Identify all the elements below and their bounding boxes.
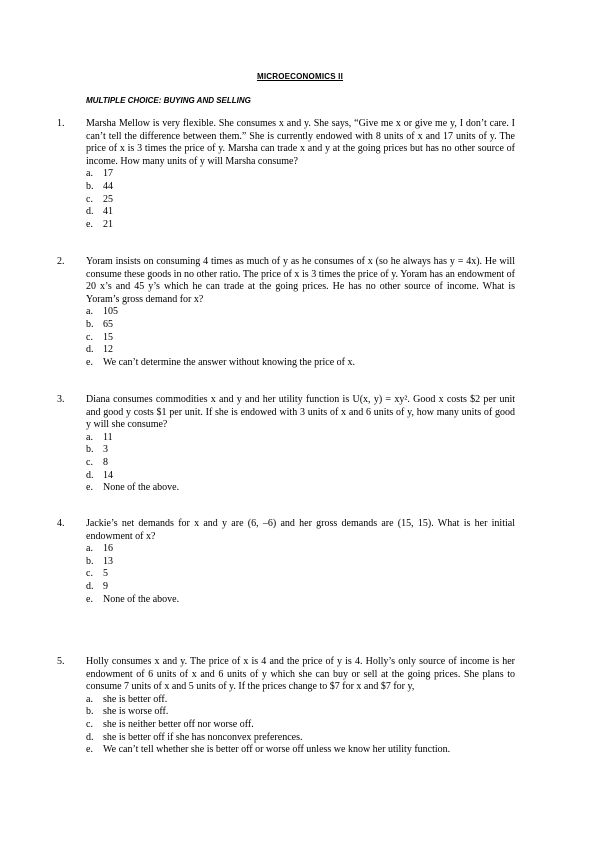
option-letter: e. (86, 593, 93, 605)
question-number: 4. (57, 518, 65, 529)
options-list (86, 694, 515, 757)
option-text: 15 (103, 331, 113, 343)
option-text: 3 (103, 444, 108, 456)
option-text: 12 (103, 344, 113, 356)
option-text: We can’t tell whether she is better off or worse off unless we know her utility function. (103, 744, 451, 756)
question-1 (57, 118, 515, 231)
page-title: MICROECONOMICS II (256, 72, 344, 81)
option-text: 13 (103, 555, 113, 567)
option-text: 5 (103, 568, 108, 580)
question-2 (57, 256, 515, 369)
option-text: We can’t determine the answer without knowing the price of x. (103, 356, 355, 368)
option-letter: a. (86, 431, 93, 443)
question-text: Marsha Mellow is very flexible. She consumes x and y. She says, “Give me x or give me y, I don’t care. I can’t tell the difference between them.” She is currently endowed with 8 units of x and 17 units of y. The price of x is 3 times the price of y. Marsha can trade x and y at the going prices but has no other source of income. How many units of y will Marsha consume? (86, 118, 515, 167)
question-number: 5. (57, 656, 65, 667)
option-letter: a. (86, 543, 93, 555)
option-letter: e. (86, 218, 93, 230)
option-e[interactable] (86, 744, 515, 757)
option-letter: c. (86, 568, 93, 580)
option-letter: a. (86, 693, 93, 705)
option-a[interactable] (86, 543, 515, 556)
option-e[interactable] (86, 219, 515, 232)
option-text: None of the above. (103, 482, 180, 494)
question-5 (57, 656, 515, 757)
option-text: 8 (103, 456, 108, 468)
option-e[interactable] (86, 482, 515, 495)
option-text: 17 (103, 168, 113, 180)
option-a[interactable] (86, 306, 515, 319)
option-text: she is better off. (103, 693, 168, 705)
option-letter: b. (86, 706, 94, 718)
option-text: None of the above. (103, 593, 180, 605)
option-letter: d. (86, 344, 94, 356)
option-text: 11 (103, 431, 113, 443)
option-letter: d. (86, 469, 94, 481)
option-text: 9 (103, 580, 108, 592)
option-e[interactable] (86, 594, 515, 607)
option-d[interactable] (86, 344, 515, 357)
option-letter: d. (86, 206, 94, 218)
question-number: 3. (57, 394, 65, 405)
option-e[interactable] (86, 357, 515, 370)
option-text: 65 (103, 318, 113, 330)
option-letter: c. (86, 331, 93, 343)
option-letter: d. (86, 731, 94, 743)
option-letter: d. (86, 580, 94, 592)
section-title: MULTIPLE CHOICE: BUYING AND SELLING (86, 96, 251, 105)
question-3 (57, 394, 515, 495)
option-b[interactable] (86, 319, 515, 332)
option-text: 21 (103, 218, 113, 230)
option-d[interactable] (86, 581, 515, 594)
option-text: 14 (103, 469, 113, 481)
option-b[interactable] (86, 181, 515, 194)
option-text: 16 (103, 543, 113, 555)
option-c[interactable] (86, 719, 515, 732)
option-letter: a. (86, 306, 93, 318)
option-letter: c. (86, 456, 93, 468)
option-letter: a. (86, 168, 93, 180)
option-text: 44 (103, 180, 113, 192)
option-letter: e. (86, 482, 93, 494)
option-d[interactable] (86, 732, 515, 745)
question-text: Jackie’s net demands for x and y are (6, –6) and her gross demands are (15, 15). What is her initial endowment of x? (86, 518, 515, 542)
option-text: she is worse off. (103, 706, 169, 718)
option-text: 105 (103, 306, 118, 318)
question-number: 2. (57, 256, 65, 267)
option-letter: e. (86, 744, 93, 756)
options-list (86, 168, 515, 231)
question-text: Yoram insists on consuming 4 times as much of y as he consumes of x (so he always has y = 4x). He will consume these goods in no other ratio. The price of x is 3 times the price of y. Yoram has an endowment of 20 x’s and 45 y’s which he can trade at the going prices. He has no other source of income. What is Yoram’s gross demand for x? (86, 256, 515, 305)
question-number: 1. (57, 118, 65, 129)
option-a[interactable] (86, 432, 515, 445)
question-text: Diana consumes commodities x and y and her utility function is U(x, y) = xy². Good x costs $2 per unit and good y costs $1 per unit. If she is endowed with 3 units of x and 6 units of y, how many units of good y will she consume? (86, 394, 515, 431)
option-letter: c. (86, 718, 93, 730)
option-text: 25 (103, 193, 113, 205)
option-c[interactable] (86, 568, 515, 581)
question-text: Holly consumes x and y. The price of x is 4 and the price of y is 4. Holly’s only source of income is her endowment of 6 units of x and 6 units of y which she can buy or sell at the going prices. She plans to consume 7 units of x and 5 units of y. If the prices change to $7 for x and $7 for y, (86, 656, 515, 693)
option-a[interactable] (86, 694, 515, 707)
option-d[interactable] (86, 470, 515, 483)
option-c[interactable] (86, 332, 515, 345)
option-a[interactable] (86, 168, 515, 181)
option-text: she is neither better off nor worse off. (103, 718, 254, 730)
option-b[interactable] (86, 556, 515, 569)
options-list (86, 306, 515, 369)
option-text: 41 (103, 206, 113, 218)
option-letter: b. (86, 555, 94, 567)
option-b[interactable] (86, 444, 515, 457)
options-list (86, 543, 515, 606)
option-letter: b. (86, 318, 94, 330)
option-letter: c. (86, 193, 93, 205)
option-c[interactable] (86, 194, 515, 207)
option-d[interactable] (86, 206, 515, 219)
option-letter: b. (86, 444, 94, 456)
question-4 (57, 518, 515, 606)
options-list (86, 432, 515, 495)
option-text: she is better off if she has nonconvex preferences. (103, 731, 303, 743)
option-letter: e. (86, 356, 93, 368)
option-b[interactable] (86, 706, 515, 719)
option-c[interactable] (86, 457, 515, 470)
option-letter: b. (86, 180, 94, 192)
